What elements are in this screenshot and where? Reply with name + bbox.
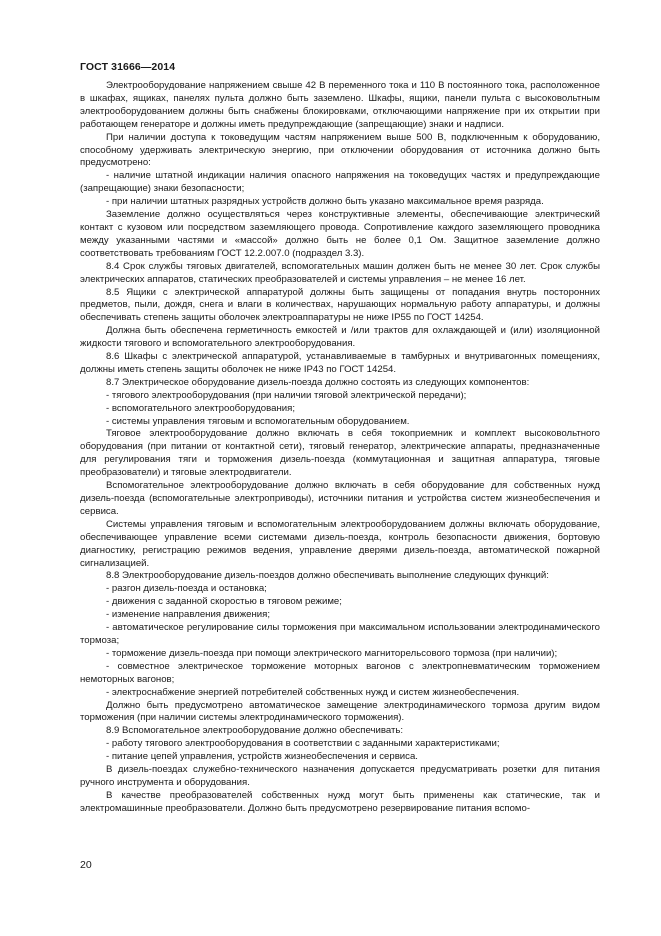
list-item: - совместное электрическое торможение моторных вагонов с электропневматическим торможением немоторных вагонов; <box>80 660 600 685</box>
list-item: - изменение направления движения; <box>106 609 270 621</box>
paragraph: 8.6 Шкафы с электрической аппаратурой, устанавливаемые в тамбурных и внутривагонных помещениях, должны иметь степень защиты оболочек не ниже IP43 по ГОСТ 14254. <box>80 351 600 375</box>
paragraph: При наличии доступа к токоведущим частям напряжением выше 500 В, подключенным к оборудованию, способному удерживать электрическую энергию, при отключении оборудования от источника должно быть предусмотрено: <box>80 131 600 169</box>
list-item: - наличие штатной индикации наличия опасного напряжения на токоведущих частях и предупреждающие (запрещающие) знаки безопасности; <box>80 170 600 195</box>
list-item: - торможение дизель-поезда при помощи электрического магниторельсового тормоза (при наличии); <box>106 647 558 659</box>
paragraph: 8.4 Срок службы тяговых двигателей, вспомогательных машин должен быть не менее 30 лет. Срок службы электрических аппаратов, статических преобразователей и системы управления – не менее 16 лет. <box>80 260 600 285</box>
list-item: - работу тягового электрооборудования в соответствии с заданными характеристиками; <box>106 738 500 750</box>
list-item: - системы управления тяговым и вспомогательным оборудованием. <box>106 415 410 427</box>
paragraph: В дизель-поездах служебно-технического назначения допускается предусматривать розетки для питания ручного инструмента и оборудования. <box>80 764 600 788</box>
paragraph: 8.9 Вспомогательное электрооборудование должно обеспечивать: <box>106 725 404 737</box>
paragraph: Системы управления тяговым и вспомогательным электрооборудованием должны включать оборудование, обеспечивающее управление всеми системами дизель-поезда, контроль безопасности движения, бортовую диагностику, регистрацию режимов ведения, управление дверями дизель-поезда, автоматической пожарной сигнализацией. <box>80 518 600 569</box>
document-body <box>80 80 600 816</box>
list-item: - электроснабжение энергией потребителей собственных нужд и систем жизнеобеспечения. <box>106 686 520 698</box>
paragraph: Тяговое электрооборудование должно включать в себя токоприемник и комплект высоковольтного оборудования (при питании от контактной сети), тяговый генератор, электрические аппараты, предназначенные для регулирования тяги и торможения дизель-поезда (коммутационная и защитная аппаратура, тяговые преобразователи) и тяговые электродвигатели. <box>80 428 600 479</box>
list-item: - при наличии штатных разрядных устройств должно быть указано максимальное время разряда. <box>106 196 544 208</box>
list-item: - автоматическое регулирование силы торможения при максимальном использовании электродинамического тормоза; <box>80 622 600 646</box>
paragraph: Должно быть предусмотрено автоматическое замещение электродинамического тормоза другим видом торможения (при наличии системы электродинамического торможения). <box>80 699 600 724</box>
paragraph: Заземление должно осуществляться через конструктивные элементы, обеспечивающие электрический контакт с кузовом или посредством заземляющего провода. Сопротивление каждого заземляющего проводника между указанными частями и «массой» должно быть не более 0,1 Ом. Защитное заземление должно соответствовать требованиям ГОСТ 12.2.007.0 (подраздел 3.3). <box>80 209 600 259</box>
paragraph: Должна быть обеспечена герметичность емкостей и /или трактов для охлаждающей и (или) изоляционной жидкости тягового и вспомогательного электрооборудования. <box>80 325 600 350</box>
list-item: - разгон дизель-поезда и остановка; <box>106 583 267 595</box>
paragraph: Вспомогательное электрооборудование должно включать в себя оборудование для собственных нужд дизель-поезда (вспомогательные электроприводы), источники питания и устройства систем жизнеобеспечения и сервиса. <box>80 480 600 517</box>
paragraph: Электрооборудование напряжением свыше 42 В переменного тока и 110 В постоянного тока, расположенное в шкафах, ящиках, панелях пульта должно быть заземлено. Шкафы, ящики, панели пульта с высоковольтным электрооборудованием должны быть снабжены блокировками, отключающими напряжение при их открытии при работающем генераторе и должны иметь предупреждающие (запрещающие) знаки и надписи. <box>80 80 600 130</box>
list-item: - тягового электрооборудования (при наличии тяговой электрической передачи); <box>106 389 467 401</box>
paragraph: 8.8 Электрооборудование дизель-поездов должно обеспечивать выполнение следующих функций: <box>106 570 549 582</box>
document-header: ГОСТ 31666—2014 <box>80 61 176 73</box>
paragraph: В качестве преобразователей собственных нужд могут быть применены как статические, так и электромашинные преобразователи. Должно быть предусмотрено резервирование питания вспомо- <box>80 789 600 814</box>
paragraph: 8.7 Электрическое оборудование дизель-поезда должно состоять из следующих компонентов: <box>106 376 530 388</box>
page-number: 20 <box>80 859 92 871</box>
list-item: - движения с заданной скоростью в тяговом режиме; <box>106 596 342 608</box>
list-item: - вспомогательного электрооборудования; <box>106 402 295 414</box>
list-item: - питание цепей управления, устройств жизнеобеспечения и сервиса. <box>106 751 418 763</box>
paragraph: 8.5 Ящики с электрической аппаратурой должны быть защищены от попадания внутрь посторонних предметов, пыли, дождя, снега и влаги в количествах, нарушающих нормальную работу аппаратуры, и должны обеспечивать степень защиты оболочек электроаппаратуры не ниже IP55 по ГОСТ 14254. <box>80 286 600 324</box>
